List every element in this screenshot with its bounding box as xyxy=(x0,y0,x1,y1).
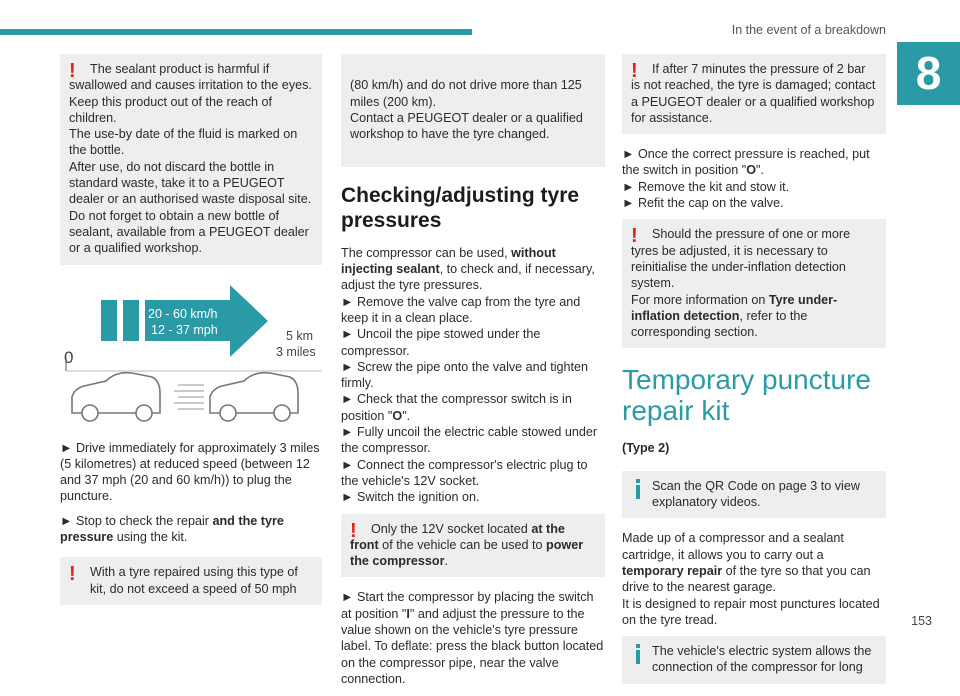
column-1 xyxy=(60,54,322,617)
exclamation-icon: ! xyxy=(69,60,76,82)
warning-box-continued xyxy=(341,54,605,167)
warning-box-socket xyxy=(341,514,605,578)
exclamation-icon: ! xyxy=(69,563,76,586)
motion-lines-icon xyxy=(174,385,204,409)
speed-mph-label: 12 - 37 mph xyxy=(151,322,218,337)
step-start-compressor: ► Start the compressor by placing the switch at position "I" and adjust the pressure to the value shown on the vehicle's tyre pressure label. To deflate: press the black button located on the compressor pipe, near the valve connection. xyxy=(341,590,604,686)
step-item: ► Uncoil the pipe stowed under the compressor. xyxy=(341,327,541,358)
warning-box xyxy=(60,54,322,265)
warning-text: If after 7 minutes the pressure of 2 bar is not reached, the tyre is damaged; contact a PEUGEOT dealer or a qualified workshop for assistance. xyxy=(631,62,876,125)
exclamation-icon: ! xyxy=(631,225,638,248)
step-item: ► Fully uncoil the electric cable stowed under the compressor. xyxy=(341,425,598,456)
step-item: ► Once the correct pressure is reached, put the switch in position "O". xyxy=(622,147,870,178)
repair-drive-figure xyxy=(60,285,322,428)
direction-arrow-icon xyxy=(145,285,268,357)
distance-km-label: 5 km xyxy=(286,328,314,343)
warning-box-pressure xyxy=(622,54,886,134)
step-stop-check: ► Stop to check the repair and the tyre pressure using the kit. xyxy=(60,513,284,545)
warning-text: Should the pressure of one or more tyres be adjusted, it is necessary to reinitialise the under-inflation detection system. xyxy=(631,227,851,291)
chapter-number-tab: 8 xyxy=(897,42,960,105)
exclamation-icon: ! xyxy=(631,60,638,82)
step-item: ► Refit the cap on the valve. xyxy=(622,196,784,211)
step-item: ► Switch the ignition on. xyxy=(341,490,480,505)
warning-text: The sealant product is harmful if swallowed and causes irritation to the eyes. Keep this product out of the reach of children. The use-by date of the fluid is marked on the bottle. After use, do not discard the bottle in standard waste, take it to a PEUGEOT dealer or an authorised waste disposal site. Do not forget to obtain a new bottle of sealant, available from a PEUGEOT dealer or a qualified workshop. xyxy=(69,62,312,256)
info-icon xyxy=(632,644,644,664)
kit-description: Made up of a compressor and a sealant cartridge, it allows you to carry out a temporary repair of the tyre so that you can drive to the nearest garage. It is designed to repair most punctures located on the tyre tread. xyxy=(622,531,880,627)
car-icon-moving xyxy=(210,372,298,420)
speed-distance-diagram xyxy=(60,285,322,428)
distance-miles-label: 3 miles xyxy=(276,344,316,359)
page-number: 153 xyxy=(911,614,932,628)
info-text: The vehicle's electric system allows the connection of the compressor for long xyxy=(652,644,872,675)
speed-kmh-label: 20 - 60 km/h xyxy=(148,306,218,321)
info-icon xyxy=(632,479,644,499)
info-text: Scan the QR Code on page 3 to view explanatory videos. xyxy=(652,478,860,510)
column-2 xyxy=(341,54,605,687)
warning-box-speed xyxy=(60,557,322,605)
warning-text: Only the 12V socket located at the front of the vehicle can be used to power the compressor. xyxy=(350,521,584,569)
step-item: ► Screw the pipe onto the valve and tighten firmly. xyxy=(341,359,589,391)
section-heading: Temporary puncture repair kit xyxy=(622,364,872,427)
step-drive: ► Drive immediately for approximately 3 miles (5 kilometres) at reduced speed (between 12 and 37 mph (20 and 60 km/h)) to plug the puncture. xyxy=(60,440,320,504)
intro-paragraph: The compressor can be used, without injecting sealant, to check and, if necessary, adjust the tyre pressures. xyxy=(341,245,595,293)
section-heading: Checking/adjusting tyre pressures xyxy=(341,183,580,232)
warning-text: (80 km/h) and do not drive more than 125 miles (200 km). Contact a PEUGEOT dealer or a qualified workshop to have the tyre changed. xyxy=(350,78,583,142)
step-item: ► Connect the compressor's electric plug to the vehicle's 12V socket. xyxy=(341,457,588,488)
info-box-electric xyxy=(622,636,886,684)
speed-bar-1 xyxy=(101,300,117,341)
warning-text: With a tyre repaired using this type of kit, do not exceed a speed of 50 mph xyxy=(90,565,298,596)
start-zero-label: 0 xyxy=(64,347,74,367)
step-item: ► Remove the valve cap from the tyre and keep it in a clean place. xyxy=(341,294,581,325)
step-item: ► Remove the kit and stow it. xyxy=(622,179,790,194)
step-item: ► Check that the compressor switch is in position "O". xyxy=(341,392,572,423)
info-box-qr xyxy=(622,471,886,519)
type-label: (Type 2) xyxy=(622,441,670,456)
warning-box-reinitialise: ! Should the pressure of one or more tyres be adjusted, it is necessary to reinitialise the under-inflation detection system. For more information on Tyre under-inflation detection, refer to the corresponding section. xyxy=(622,219,886,348)
column-3 xyxy=(622,54,886,696)
exclamation-icon: ! xyxy=(350,519,357,542)
header-accent-bar xyxy=(0,29,472,35)
speed-bar-2 xyxy=(123,300,139,341)
chapter-title: In the event of a breakdown xyxy=(731,23,886,37)
car-icon-start xyxy=(72,372,160,420)
